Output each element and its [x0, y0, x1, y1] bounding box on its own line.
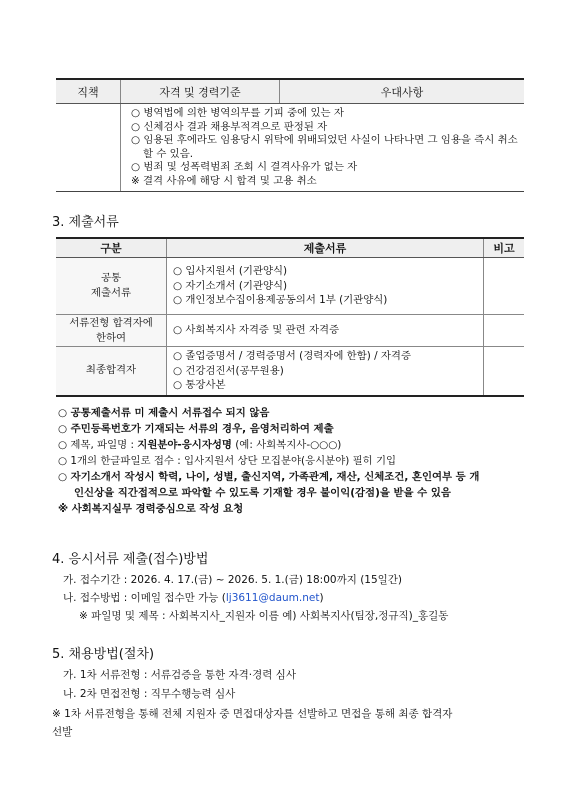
table-row: [56, 258, 524, 315]
note-self-intro: ○ 자기소개서 작성시 학력, 나이, 성별, 출신지역, 가족관계, 재산, 신체조건, 혼인여부 등 개: [58, 471, 480, 483]
filename-instruction: ※ 파일명 및 제목 : 사회복지사_지원자 이름 예) 사회복지사(팀장,정규직)_홍길동: [79, 610, 449, 622]
list-item: ○ 범죄 및 성폭력범죄 조회 시 결격사유가 없는 자: [131, 161, 358, 173]
note-single-file: ○ 1개의 한글파일로 접수 : 입사지원서 상단 모집분야(응시분야) 필히 기입: [58, 455, 397, 467]
step-2: 나. 2차 면접전형 : 직무수행능력 심사: [63, 688, 236, 700]
documents-table: [56, 237, 524, 397]
application-method: 나. 접수방법 : 이메일 접수만 가능 (lj3611@daum.net): [63, 592, 324, 604]
note-required: ○ 공통제출서류 미 제출시 서류접수 되지 않음: [58, 407, 270, 419]
list-item: ○ 입사지원서 (기관양식): [173, 265, 288, 278]
position-cell: [56, 104, 121, 192]
list-item: ○ 졸업증명서 / 경력증명서 (경력자에 한함) / 자격증: [173, 350, 412, 362]
section-5-title: 5. 채용방법(절차): [52, 647, 155, 662]
list-item: ○ 자기소개서 (기관양식): [173, 279, 288, 292]
application-period: 가. 접수기간 : 2026. 4. 17.(금) ~ 2026. 5. 1.(금) 18:00까지 (15일간): [63, 574, 403, 586]
step-1: 가. 1차 서류전형 : 서류검증을 통한 자격·경력 심사: [63, 669, 296, 681]
header-documents: 제출서류: [167, 238, 484, 258]
note-self-intro-cont: 인신상을 직간접적으로 파악할 수 있도록 기재할 경우 불이익(감점)을 받을 수 있음: [74, 487, 451, 499]
note-filename: ○ 제목, 파일명 : 지원분야-응시자성명 (예: 사회복지사-○○○): [58, 439, 342, 451]
list-item: ○ 건강검진서(공무원용): [173, 364, 284, 377]
list-item: ○ 통장사본: [173, 379, 226, 391]
qualification-table: [56, 78, 524, 192]
list-item: ※ 결격 사유에 해당 시 합격 및 고용 취소: [131, 174, 317, 187]
table-row: [56, 315, 524, 347]
header-category: 구분: [56, 238, 167, 258]
selection-note: ※ 1차 서류전형을 통해 전체 지원자 중 면접대상자를 선발하고 면접을 통해 최종 합격자: [52, 708, 453, 720]
list-item: ○ 신체검사 결과 채용부적격으로 판정된 자: [131, 120, 328, 133]
table-row: [56, 347, 524, 396]
header-position: 직책: [56, 79, 121, 104]
row-label: 공통 제출서류: [56, 258, 167, 315]
header-remarks: 비고: [484, 238, 525, 258]
note-shading: ○ 주민등록번호가 기재되는 서류의 경우, 음영처리하여 제출: [58, 423, 334, 435]
selection-note-cont: 선발: [52, 726, 73, 738]
email-link[interactable]: lj3611@daum.net: [225, 592, 320, 604]
header-qualification: 자격 및 경력기준: [121, 79, 280, 104]
list-item: ○ 병역법에 의한 병역의무를 기피 중에 있는 자: [131, 107, 344, 119]
list-item: ○ 임용된 후에라도 임용당시 위탁에 위배되었던 사실이 나타나면 그 임용을 즉시 취소: [131, 134, 518, 146]
section-3-title: 3. 제출서류: [52, 215, 119, 230]
list-item: 할 수 있음.: [143, 147, 194, 160]
row-label: 서류전형 합격자에 한하여: [56, 315, 167, 347]
section-4-title: 4. 응시서류 제출(접수)방법: [52, 552, 209, 567]
list-item: ○ 개인정보수집이용제공동의서 1부 (기관양식): [173, 294, 388, 307]
row-label: 최종합격자: [56, 347, 167, 396]
disqualification-list: [121, 104, 525, 192]
header-preference: 우대사항: [280, 79, 525, 104]
list-item: ○ 사회복지사 자격증 및 관련 자격증: [173, 324, 340, 337]
note-experience: ※ 사회복지실무 경력중심으로 작성 요청: [58, 503, 244, 515]
